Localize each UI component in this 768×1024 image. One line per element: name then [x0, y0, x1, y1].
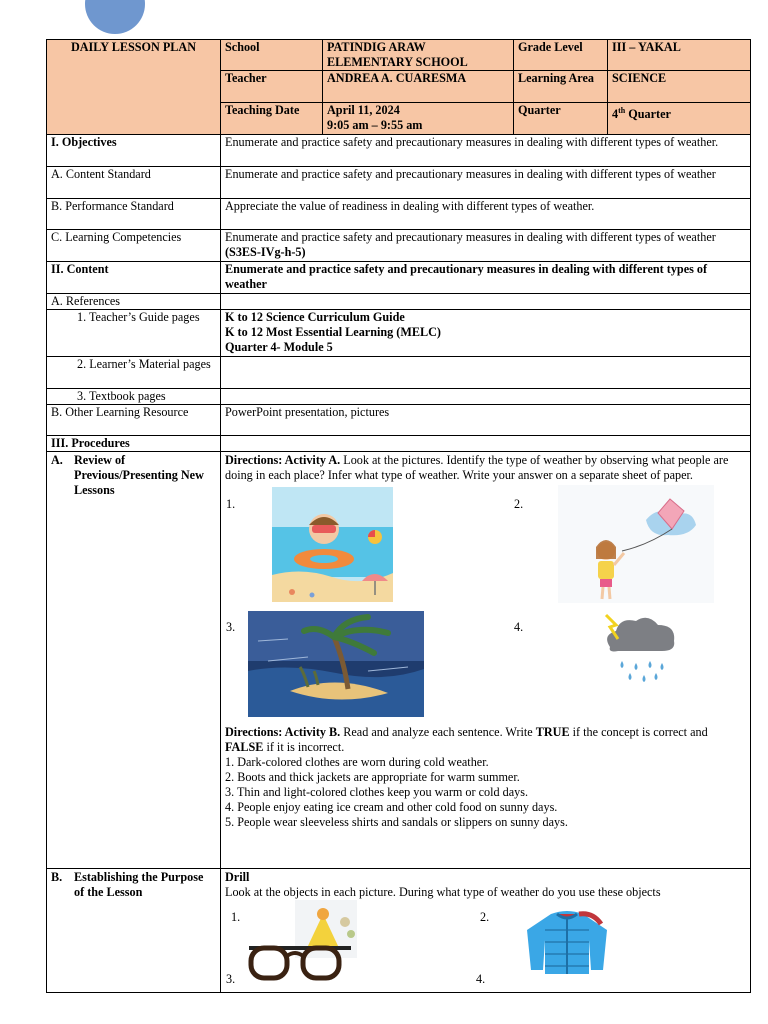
area-label: Learning Area — [514, 71, 608, 103]
content-standard-label: A. Content Standard — [47, 167, 221, 199]
textbook-label: 3. Textbook pages — [47, 389, 221, 405]
jacket-picture — [521, 910, 613, 976]
activity-a-pictures: 1. 2. 3. 4. — [225, 483, 746, 725]
quarter-value: 4th Quarter — [608, 103, 751, 135]
competencies-value: Enumerate and practice safety and precautionary measures in dealing with different types of weather (S3ES-IVg-h-5) — [221, 230, 751, 262]
list-item: 2. Boots and thick jackets are appropriate for warm summer. — [225, 770, 520, 784]
purpose-content — [221, 869, 751, 993]
list-item: 5. People wear sleeveless shirts and sandals or slippers on sunny days. — [225, 815, 568, 829]
content-value: Enumerate and practice safety and precautionary measures in dealing with different types of weather — [221, 262, 751, 294]
performance-standard-value: Appreciate the value of readiness in dealing with different types of weather. — [221, 199, 751, 230]
content-standard-value: Enumerate and practice safety and precautionary measures in dealing with different types of weather — [221, 167, 751, 199]
learners-material-label: 2. Learner’s Material pages — [47, 357, 221, 389]
review-label: A. Review of Previous/Presenting New Lessons — [47, 452, 221, 869]
decorative-circle — [85, 0, 145, 34]
time-value: 9:05 am – 9:55 am — [327, 118, 423, 132]
doc-title: DAILY LESSON PLAN — [47, 40, 221, 135]
sunglasses-picture — [247, 900, 357, 984]
school-label: School — [221, 40, 323, 71]
teachers-guide-label: 1. Teacher’s Guide pages — [47, 310, 221, 357]
objectives-label: I. Objectives — [47, 135, 221, 167]
purpose-label: B. Establishing the Purpose of the Lesson — [47, 869, 221, 993]
grade-value: III – YAKAL — [608, 40, 751, 71]
drill-pictures: 1. 2. 3. 4. — [225, 900, 746, 992]
competencies-label: C. Learning Competencies — [47, 230, 221, 262]
performance-standard-label: B. Performance Standard — [47, 199, 221, 230]
objectives-value: Enumerate and practice safety and precautionary measures in dealing with different types of weather. — [221, 135, 751, 167]
date-cell — [323, 103, 514, 135]
list-item: 1. Dark-colored clothes are worn during cold weather. — [225, 755, 489, 769]
list-item: 3. Thin and light-colored clothes keep you warm or cold days. — [225, 785, 529, 799]
date-label: Teaching Date — [221, 103, 323, 135]
teacher-label: Teacher — [221, 71, 323, 103]
date-value: April 11, 2024 — [327, 103, 400, 117]
rain-cloud-picture — [596, 611, 680, 685]
drill-text: Look at the objects in each picture. During what type of weather do you use these objects — [225, 885, 661, 899]
other-resources-label: B. Other Learning Resource — [47, 405, 221, 436]
grade-label: Grade Level — [514, 40, 608, 71]
references-label: A. References — [47, 294, 221, 310]
other-resources-value: PowerPoint presentation, pictures — [221, 405, 751, 436]
storm-palm-picture — [248, 611, 424, 717]
drill-heading: Drill — [225, 870, 250, 884]
content-label: II. Content — [47, 262, 221, 294]
lesson-plan-table — [46, 39, 751, 993]
kite-girl-picture — [558, 485, 714, 603]
procedures-label: III. Procedures — [47, 436, 221, 452]
school-value: PATINDIG ARAW ELEMENTARY SCHOOL — [323, 40, 514, 71]
teacher-value: ANDREA A. CUARESMA — [323, 71, 514, 103]
review-content — [221, 452, 751, 869]
activity-b-directions: Directions: Activity B. Read and analyze each sentence. Write TRUE if the concept is correct and FALSE if it is incorrect. — [225, 725, 708, 754]
quarter-label: Quarter — [514, 103, 608, 135]
list-item: 4. People enjoy eating ice cream and other cold food on sunny days. — [225, 800, 558, 814]
area-value: SCIENCE — [608, 71, 751, 103]
activity-a-directions: Directions: Activity A. Look at the pictures. Identify the type of weather by observing what people are doing in each place? Infer what type of weather. Write your answer on a separate sheet of paper. — [225, 453, 729, 482]
beach-swimmer-picture — [272, 487, 393, 602]
teachers-guide-value: K to 12 Science Curriculum Guide K to 12 Most Essential Learning (MELC) Quarter 4- Module 5 — [221, 310, 751, 357]
